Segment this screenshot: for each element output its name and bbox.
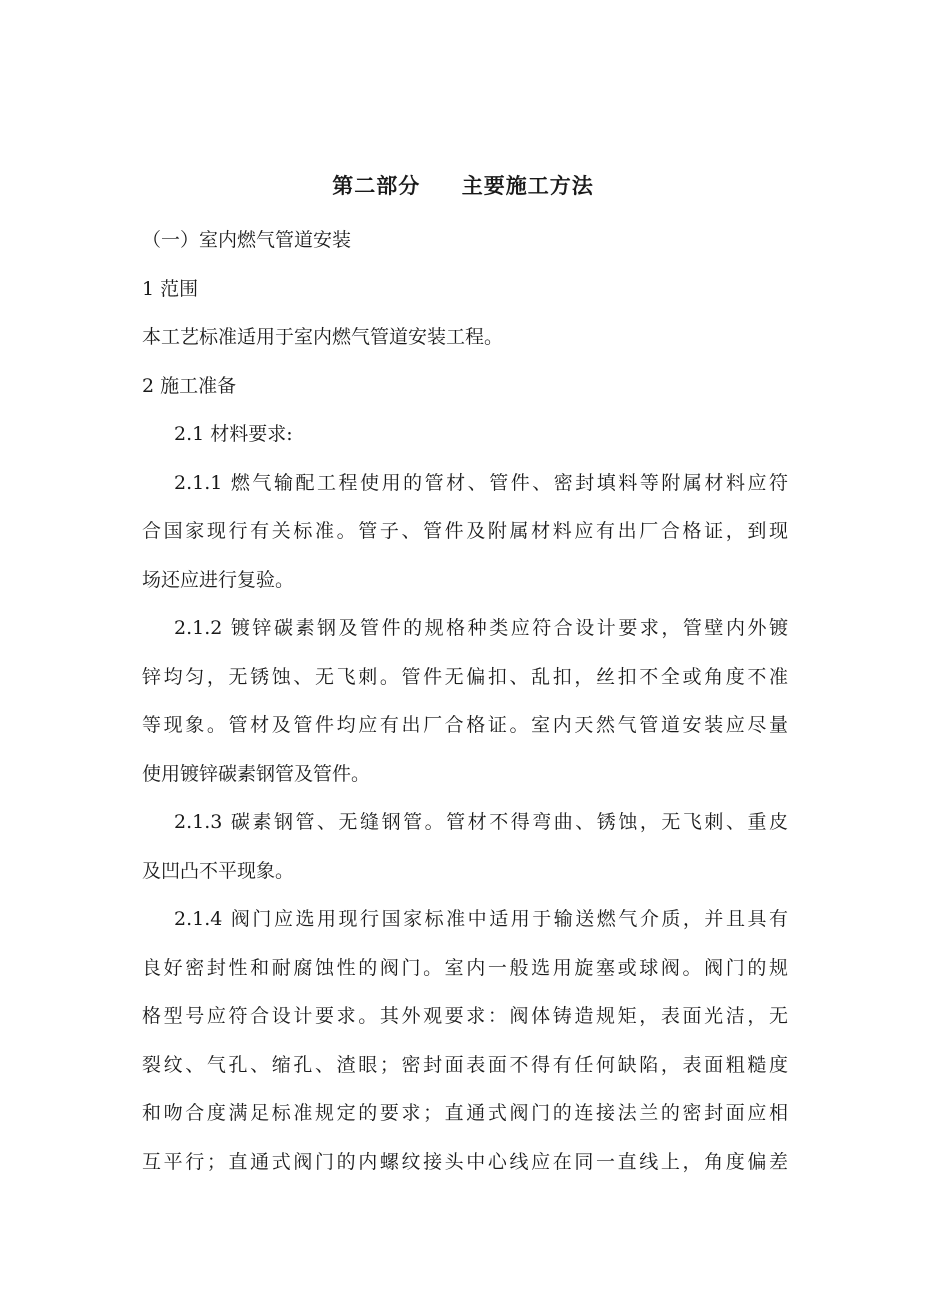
section-heading: （一）室内燃气管道安装 bbox=[142, 229, 352, 251]
paragraph-line: 等现象。管材及管件均应有出厂合格证。室内天然气管道安装应尽量 bbox=[142, 714, 788, 736]
paragraph-line: 裂纹、气孔、缩孔、渣眼；密封面表面不得有任何缺陷，表面粗糙度 bbox=[142, 1053, 788, 1076]
paragraph-line: 和吻合度满足标准规定的要求；直通式阀门的连接法兰的密封面应相 bbox=[142, 1102, 788, 1124]
paragraph-line: 2.1.1 燃气输配工程使用的管材、管件、密封填料等附属材料应符 bbox=[174, 471, 788, 494]
subsection-heading: 2 施工准备 bbox=[142, 374, 237, 397]
paragraph-line: 使用镀锌碳素钢管及管件。 bbox=[142, 762, 371, 785]
paragraph-line: 锌均匀，无锈蚀、无飞刺。管件无偏扣、乱扣，丝扣不全或角度不准 bbox=[142, 665, 788, 688]
paragraph-line: 2.1.3 碳素钢管、无缝钢管。管材不得弯曲、锈蚀，无飞刺、重皮 bbox=[174, 811, 788, 833]
paragraph-line: 场还应进行复验。 bbox=[142, 568, 295, 591]
page-title: 第二部分 主要施工方法 bbox=[332, 173, 594, 198]
paragraph-line: 良好密封性和耐腐蚀性的阀门。室内一般选用旋塞或球阀。阀门的规 bbox=[142, 956, 788, 979]
clause-heading: 2.1 材料要求: bbox=[174, 423, 293, 445]
paragraph-line: 格型号应符合设计要求。其外观要求：阀体铸造规矩，表面光洁，无 bbox=[142, 1005, 788, 1027]
paragraph-line: 本工艺标准适用于室内燃气管道安装工程。 bbox=[142, 326, 504, 348]
paragraph-line: 2.1.4 阀门应选用现行国家标准中适用于输送燃气介质，并且具有 bbox=[174, 908, 788, 930]
document-body bbox=[142, 216, 788, 1186]
paragraph-line: 合国家现行有关标准。管子、管件及附属材料应有出厂合格证，到现 bbox=[142, 520, 788, 542]
paragraph-line: 2.1.2 镀锌碳素钢及管件的规格种类应符合设计要求，管壁内外镀 bbox=[174, 617, 788, 639]
paragraph-line: 及凹凸不平现象。 bbox=[142, 859, 295, 882]
paragraph-line: 互平行；直通式阀门的内螺纹接头中心线应在同一直线上，角度偏差 bbox=[142, 1150, 788, 1173]
subsection-heading: 1 范围 bbox=[142, 277, 199, 300]
